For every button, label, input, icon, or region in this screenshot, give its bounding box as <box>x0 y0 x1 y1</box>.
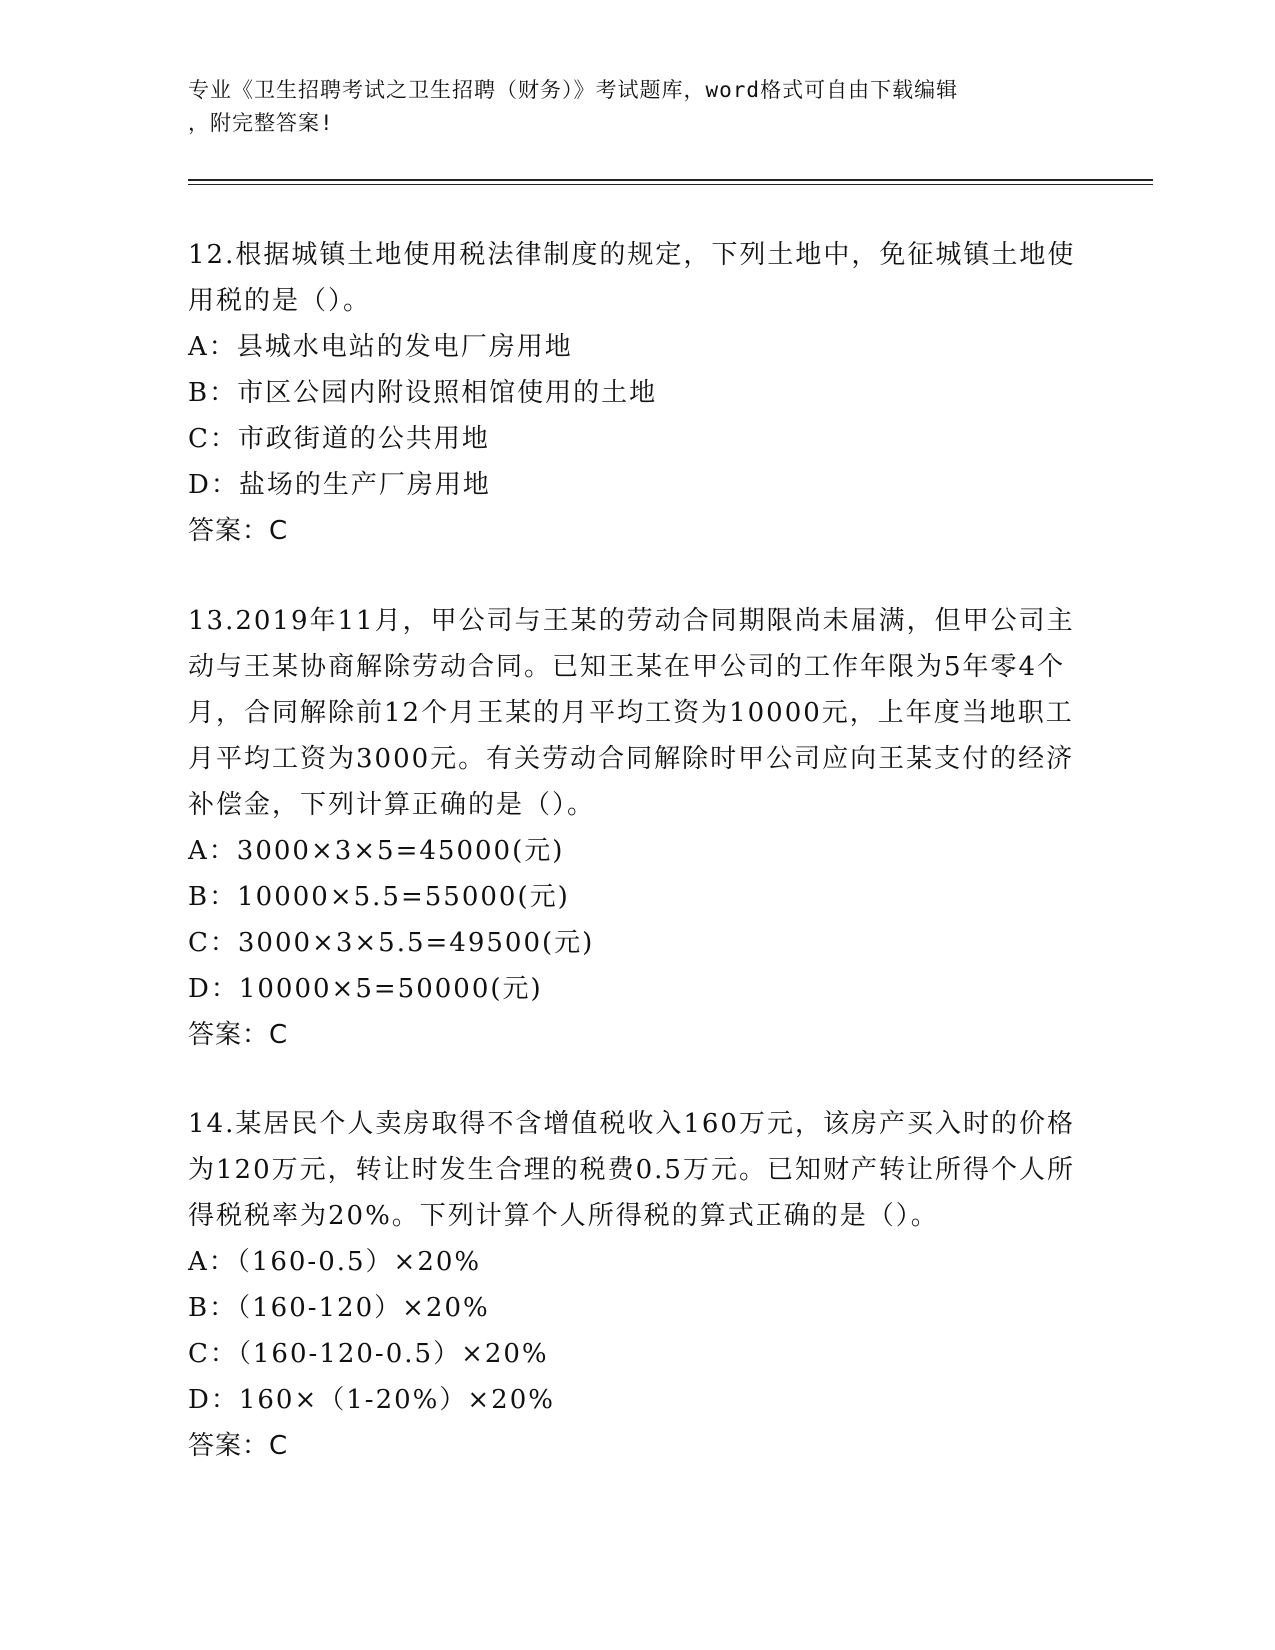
question-stem: 13.2019年11月，甲公司与王某的劳动合同期限尚未届满，但甲公司主动与王某协商解除劳动合同。已知王某在甲公司的工作年限为5年零4个月，合同解除前12个月王某的月平均工资为10000元，上年度当地职工月平均工资为3000元。有关劳动合同解除时甲公司应向王某支付的经济补偿金，下列计算正确的是（）。 <box>188 606 1075 820</box>
question-stem: 14.某居民个人卖房取得不含增值税收入160万元，该房产买入时的价格为120万元，转让时发生合理的税费0.5万元。已知财产转让所得个人所得税税率为20%。下列计算个人所得税的算式正确的是（）。 <box>188 1109 1075 1231</box>
option-a: A：县城水电站的发电厂房用地 <box>188 332 573 362</box>
header-divider <box>188 179 1153 181</box>
header-line-1: 专业《卫生招聘考试之卫生招聘（财务）》考试题库，word格式可自由下载编辑 <box>188 78 959 102</box>
header-divider-thin <box>188 184 1153 185</box>
option-b: B：10000×5.5=55000(元) <box>188 882 570 912</box>
option-c: C：（160-120-0.5）×20% <box>188 1339 549 1369</box>
option-c: C：市政街道的公共用地 <box>188 424 490 454</box>
option-a: A：（160-0.5）×20% <box>188 1247 482 1277</box>
option-c: C：3000×3×5.5=49500(元) <box>188 928 595 958</box>
option-a: A：3000×3×5=45000(元) <box>188 836 565 866</box>
question-stem: 12.根据城镇土地使用税法律制度的规定，下列土地中，免征城镇土地使用税的是（）。 <box>188 240 1076 316</box>
document-header <box>188 74 1088 140</box>
answer: 答案：C <box>188 1431 289 1461</box>
question-13 <box>188 598 1088 1058</box>
header-line-2: ，附完整答案! <box>188 111 334 135</box>
option-d: D：10000×5=50000(元) <box>188 974 543 1004</box>
option-b: B：市区公园内附设照相馆使用的土地 <box>188 378 658 408</box>
answer: 答案：C <box>188 1020 289 1050</box>
question-12 <box>188 232 1088 554</box>
option-d: D：160×（1-20%）×20% <box>188 1385 555 1415</box>
answer: 答案：C <box>188 516 289 546</box>
option-d: D：盐场的生产厂房用地 <box>188 470 491 500</box>
question-14 <box>188 1101 1088 1469</box>
option-b: B：（160-120）×20% <box>188 1293 490 1323</box>
